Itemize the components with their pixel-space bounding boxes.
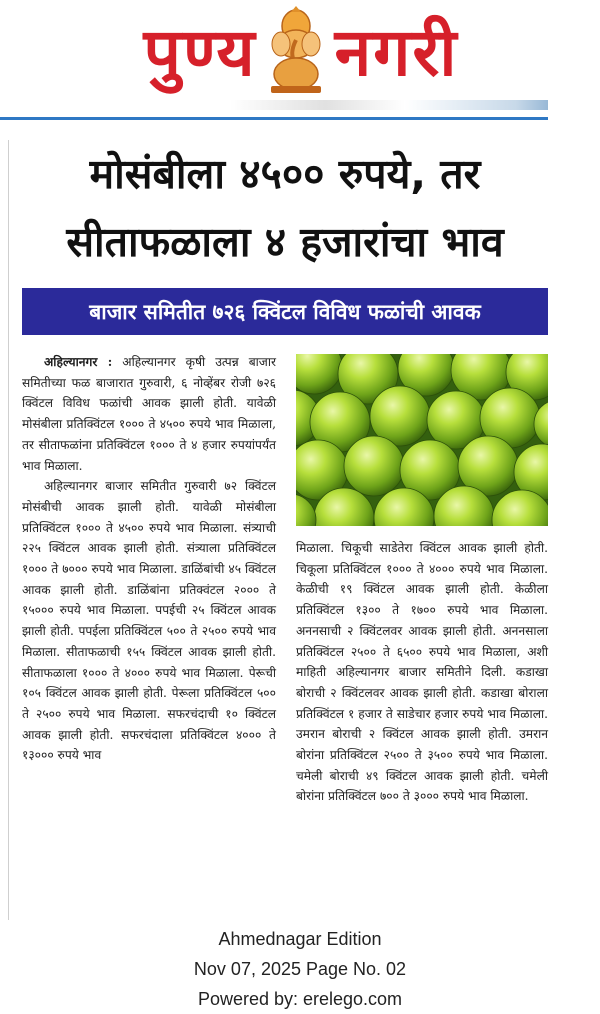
sweet-lime-image	[296, 354, 548, 526]
masthead-strip	[230, 100, 548, 110]
masthead-logo	[96, 0, 506, 100]
ganesh-icon	[261, 6, 331, 94]
article-paragraph-1	[22, 352, 276, 476]
page-rule	[8, 140, 9, 920]
article-subheadline: बाजार समितीत ७२६ क्विंटल विविध फळांची आवक	[22, 288, 548, 335]
masthead-title-right: नगरी	[334, 14, 459, 91]
masthead-rule	[0, 117, 548, 120]
article-paragraph-2-continued: मिळाला. चिकूची साडेतेरा क्विंटल आवक झाली होती. चिकूला प्रतिक्विंटल १००० ते ४००० रुपये भाव मिळाला. केळीची १९ क्विंटल आवक झाली होती. केळीला प्रतिक्विंटल १३०० ते १७०० रुपये भाव मिळाला. अननसाची २ क्विंटलवर आवक झाली होती. अननसाला प्रतिक्विंटल २५०० ते ६५०० रुपये भाव मिळाला, अशी माहिती अहिल्यानगर बाजार समितीने दिली. कडाखा बोराची २ क्विंटलवर आवक झाली होती. कडाखा बोराला प्रतिक्विंटल १ हजार ते साडेचार हजार रुपये भाव मिळाला. उमरान बोराची २ क्विंटल आवक झाली होती. उमरान बोरांना प्रतिक्विंटल २५०० ते ३५०० रुपये भाव मिळाला. चमेली बोराची ४९ क्विंटल आवक झाली होती. चमेली बोरांना प्रतिक्विंटल ७०० ते ३००० रुपये भाव मिळाला.	[296, 541, 548, 804]
powered-by-label: Powered by: erelego.com	[197, 989, 403, 1009]
sweet-lime-photo	[296, 354, 548, 526]
edition-label: Ahmednagar Edition	[218, 929, 382, 949]
dateline: अहिल्यानगर :	[44, 355, 113, 369]
article-paragraph-2: अहिल्यानगर बाजार समितीत गुरुवारी ७२ क्विंटल मोसंबीची आवक झाली होती. यावेळी मोसंबीला प्रतिक्विंटल १००० ते ४५०० रुपये भाव मिळाला. संत्र्याची २२५ क्विंटल आवक झाली होती. संत्र्याला प्रतिक्विंटल १००० ते ७००० रुपये भाव मिळाला. डाळिंबांची ४५ क्विंटल आवक झाली होती. डाळिंबांना प्रतिक्वंटल २००० ते १५००० रुपये भाव मिळाला. पपईची २५ क्विंटल आवक झाली होती. पपईला प्रतिक्विंटल ५०० ते २५०० रुपये भाव मिळाला. सीताफळाची १५५ क्विंटल आवक झाली होती. सीताफळाला १००० ते ४००० रुपये भाव मिळाला. पेरूची १०५ क्विंटल आवक झाली होती. पेरूला प्रतिक्विंटल ५०० ते २५०० रुपये भाव मिळाला. सफरचंदाची १० क्विंटल आवक झाली होती. सफरचंदाला प्रतिक्विंटल ४००० ते १३००० रुपये भाव	[22, 479, 276, 763]
masthead-title-left: पुण्य	[143, 14, 257, 91]
headline-line-2: सीताफळाला ४ हजारांचा भाव	[66, 218, 504, 266]
article-column-1	[22, 352, 276, 766]
article-column-2	[296, 538, 548, 807]
paragraph-1-text: अहिल्यानगर कृषी उत्पन्न बाजार समितीच्या फळ बाजारात गुरुवारी, ६ नोव्हेंबर रोजी ७२६ क्विंटल विविध फळांची आवक झाली होती. यावेळी मोसंबीला प्रतिक्विंटल १००० ते ४५०० रुपये भाव मिळाला, तर सीताफळांना प्रतिक्विंटल १००० ते ४ हजार रुपयांपर्यंत भाव मिळाला.	[22, 355, 276, 473]
page-footer	[0, 924, 600, 1014]
date-page-label: Nov 07, 2025 Page No. 02	[193, 959, 407, 979]
masthead	[0, 0, 600, 122]
article-headline	[22, 140, 548, 276]
headline-line-1: मोसंबीला ४५०० रुपये, तर	[89, 150, 481, 198]
